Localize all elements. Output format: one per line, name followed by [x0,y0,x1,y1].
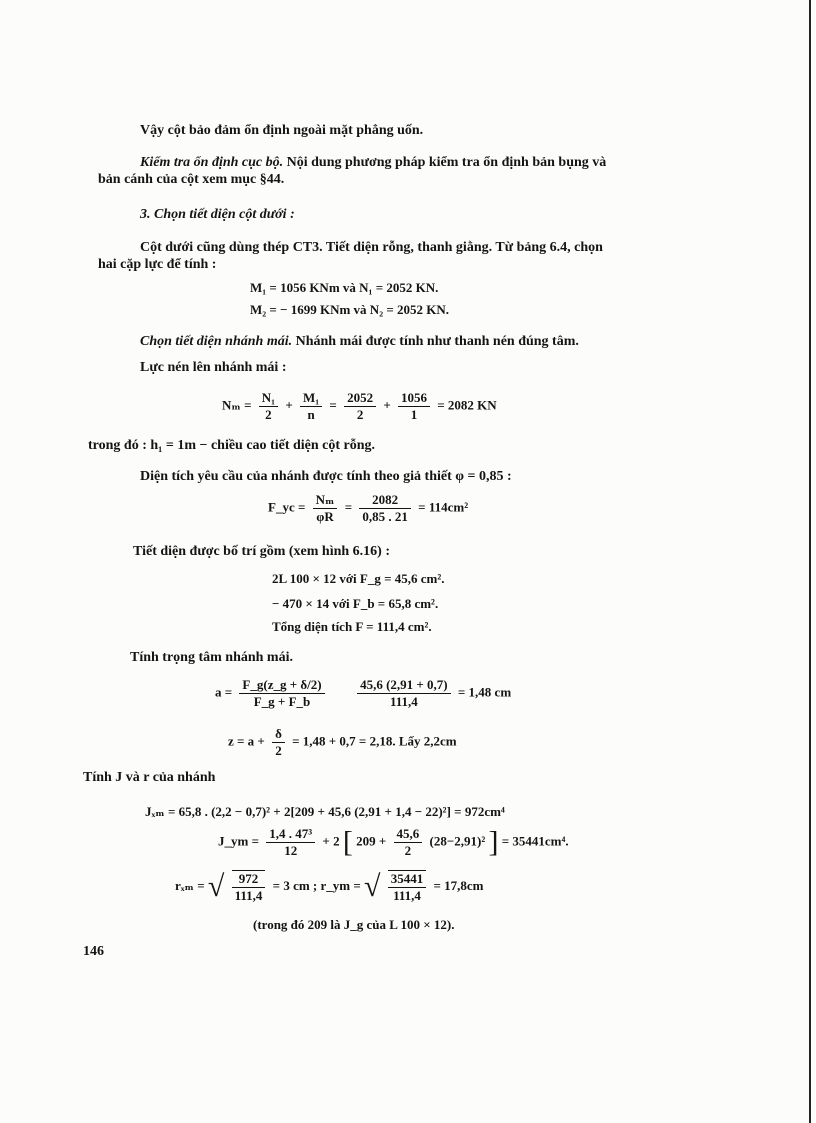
fraction: $\frac{2052}{2}$ [344,390,376,423]
operator: = [344,499,353,515]
fraction: $\frac{\text{Nₘ}}{\varphi R}$ [313,492,338,525]
fraction: $\frac{\text{1,4 . 47³}}{12}$ [266,826,315,859]
fraction: $\frac{45,6}{2}$ [394,826,423,859]
equation-nm [222,390,497,423]
eq-term: 209 + [356,833,387,849]
eq-lhs: Nₘ = [222,397,252,413]
sqrt-symbol: √ [207,870,225,903]
fraction: $\frac{35441}{111,4}$ [388,870,427,904]
fraction: $\frac{1056}{1}$ [398,390,430,423]
section-line: Tổng diện tích F = 111,4 cm². [272,619,432,634]
eq-result: = 2082 KN [437,397,497,413]
eq-result: = 1,48 + 0,7 = 2,18. Lấy 2,2cm [292,733,457,749]
equation-jym [218,826,569,859]
text-line: Diện tích yêu cầu của nhánh được tính theo giả thiết φ = 0,85 : [140,469,512,484]
inline-heading: Kiểm tra ổn định cục bộ. [140,155,284,170]
text-line: Lực nén lên nhánh mái : [140,360,287,375]
eq-result: = 1,48 cm [457,684,512,700]
text-span: Nội dung phương pháp kiểm tra ổn định bản bụng và [283,155,607,170]
note-line: (trong đó 209 là J_g của L 100 × 12). [253,917,455,932]
bracket: ] [488,825,499,859]
fraction: $\frac{\text{M₁}}{n}$ [300,390,322,423]
equation-r [175,870,484,904]
text-line: hai cặp lực để tính : [98,257,217,272]
eq-term: (28−2,91)² [429,833,486,849]
eq-lhs: J_ym = [218,833,259,849]
equation-m1: M₁ = 1056 KNm và N₁ = 2052 KN. [250,280,439,295]
section-heading: 3. Chọn tiết diện cột dưới : [140,207,295,222]
text-line [140,155,606,171]
equation-m2: M₂ = − 1699 KNm và N₂ = 2052 KN. [250,302,450,317]
fraction: $\frac{972}{111,4}$ [232,870,266,904]
operator: + [383,397,391,413]
eq-result: = 35441cm⁴. [501,833,569,849]
bracket: [ [342,825,353,859]
text-line: Tiết diện được bố trí gồm (xem hình 6.16) : [133,544,391,559]
text-line: Cột dưới cũng dùng thép CT3. Tiết diện rỗng, thanh giằng. Từ bảng 6.4, chọn [140,240,603,255]
fraction: $\frac{F\_g(z\_g + \delta/2)}{F\_g + F\_b}$ [239,677,324,710]
eq-lhs: F_yc = [268,499,306,515]
text-line: Tính trọng tâm nhánh mái. [130,650,293,665]
eq-lhs: a = [215,684,233,700]
text-line [140,334,579,350]
operator: = [329,397,337,413]
inline-heading: Chọn tiết diện nhánh mái. [140,334,293,349]
eq-lhs: z = a + [228,733,265,749]
equation-jxm: Jₓₘ = 65,8 . (2,2 − 0,7)² + 2[209 + 45,6 (2,91 + 1,4 − 22)²] = 972cm⁴ [145,804,505,819]
fraction: $\frac{2082}{0,85 . 21}$ [359,492,411,525]
section-line: 2L 100 × 12 với F_g = 45,6 cm². [272,571,445,586]
operator: = 3 cm ; r_ym = [272,877,361,893]
eq-lhs: rₓₘ = [175,877,205,893]
text-span: Nhánh mái được tính như thanh nén đúng tâm. [292,334,579,349]
fraction: $\frac{45,6 (2,91 + 0,7)}{111,4}$ [357,677,451,710]
eq-result: = 114cm² [418,499,469,515]
text-line: trong đó : h₁ = 1m − chiều cao tiết diện cột rỗng. [88,438,376,453]
fraction: $\frac{\text{N₁}}{2}$ [259,390,278,423]
text-line: Vậy cột bảo đảm ổn định ngoài mặt phẳng uốn. [140,123,424,138]
equation-z [228,726,457,759]
sqrt-symbol: √ [364,870,381,903]
equation-fyc [268,492,468,525]
text-line: Tính J và r của nhánh [83,770,216,785]
text-line: bản cánh của cột xem mục §44. [98,172,285,187]
fraction: $\frac{\delta}{2}$ [272,726,285,759]
page-edge [809,0,811,1123]
operator: + 2 [322,833,340,849]
eq-result: = 17,8cm [433,877,484,893]
operator: + [285,397,293,413]
page-number: 146 [83,944,104,959]
equation-a [215,677,511,710]
section-line: − 470 × 14 với F_b = 65,8 cm². [272,596,439,611]
